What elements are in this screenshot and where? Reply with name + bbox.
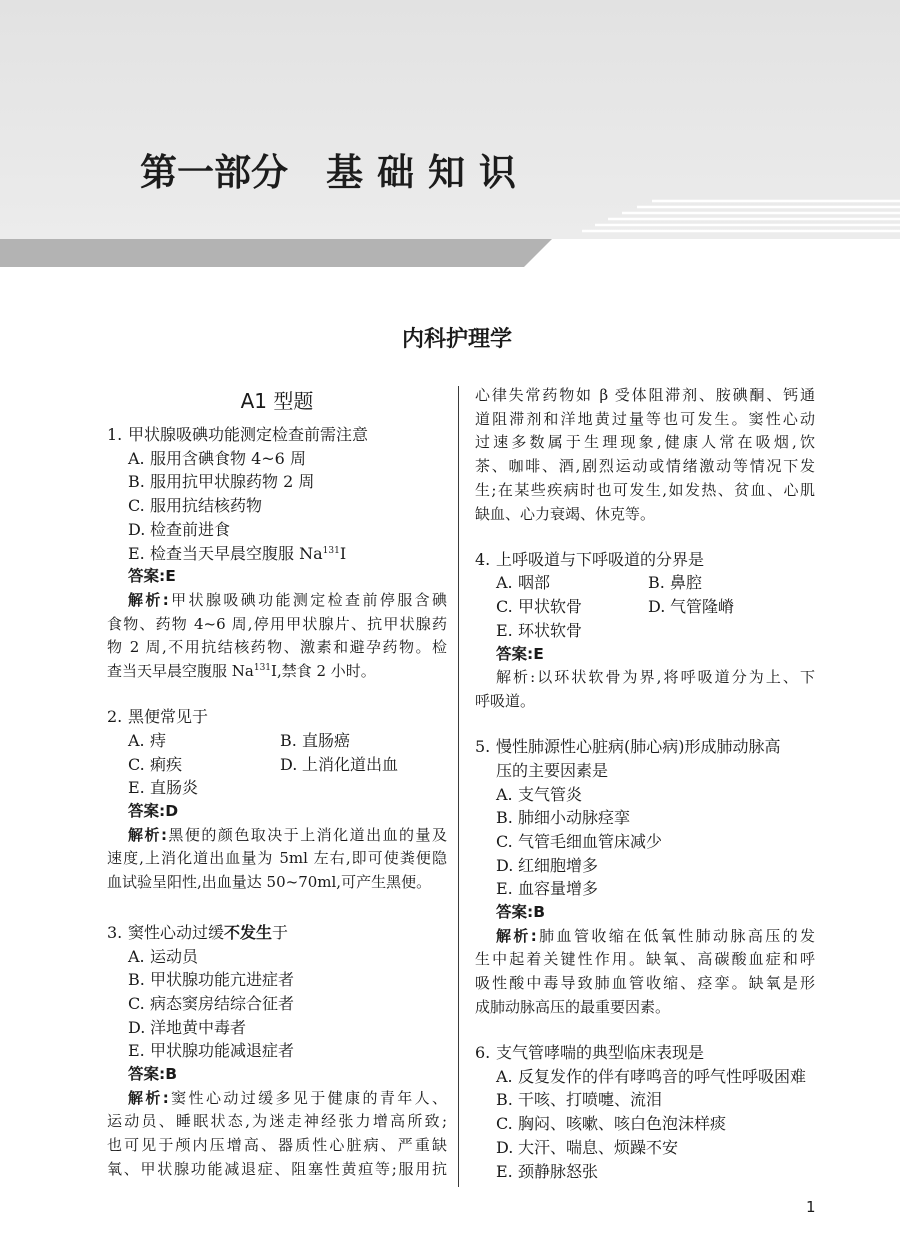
question-text: 慢性肺源性心脏病(肺心病)形成肺动脉高 xyxy=(496,737,781,757)
question-stem xyxy=(107,705,447,729)
answer-label: 答案: xyxy=(496,644,534,663)
explanation-line: 心律失常药物如 β 受体阻滞剂、胺碘酮、钙通 xyxy=(475,386,815,404)
explanation-text: I,禁食 2 小时。 xyxy=(271,662,376,681)
explanation-label: 解析: xyxy=(128,825,167,844)
option-c xyxy=(496,595,648,619)
option-text: 病态窦房结综合征者 xyxy=(150,993,295,1013)
answer-value: E xyxy=(165,567,176,586)
answer-label: 答案: xyxy=(128,1065,166,1084)
explanation-text: 黑便的颜色取决于上消化道出血的量及 xyxy=(166,825,447,844)
explanation-line xyxy=(475,666,815,690)
explanation-line: 氧、甲状腺功能减退症、阻塞性黄疸等;服用抗 xyxy=(107,1159,447,1178)
option-label: B. xyxy=(128,472,145,492)
option-text: 咽部 xyxy=(518,573,551,593)
explanation-line xyxy=(107,824,447,848)
option-text: 洋地黄中毒者 xyxy=(150,1017,247,1037)
option-b xyxy=(648,571,800,595)
answer-label: 答案: xyxy=(128,802,166,821)
option-label: A. xyxy=(128,730,145,750)
option-label: C. xyxy=(128,754,145,774)
option-label: E. xyxy=(128,543,145,563)
option-d xyxy=(475,1136,815,1160)
option-text: 甲状腺功能减退症者 xyxy=(150,1041,295,1061)
question-text: 甲状腺吸碘功能测定检查前需注意 xyxy=(128,425,369,444)
option-d xyxy=(280,753,432,777)
explanation-text: 甲状腺吸碘功能测定检查前停服含碘 xyxy=(168,590,447,609)
header-dark-band xyxy=(0,239,552,267)
explanation-line: 茶、咖啡、酒,剧烈运动或情绪激动等情况下发 xyxy=(475,457,815,476)
option-row xyxy=(107,753,447,777)
option-text: 鼻腔 xyxy=(670,573,703,593)
option-b xyxy=(475,1088,815,1112)
option-label: C. xyxy=(128,496,145,516)
question-text: 支气管哮喘的典型临床表现是 xyxy=(496,1043,705,1063)
option-text: 痢疾 xyxy=(150,754,183,774)
option-b xyxy=(280,729,432,753)
answer-line xyxy=(475,901,815,925)
option-c xyxy=(107,992,447,1016)
question-stem xyxy=(107,423,447,447)
option-label: D. xyxy=(648,597,666,617)
question-stem xyxy=(475,1041,815,1065)
option-text: 运动员 xyxy=(150,946,199,966)
answer-value: B xyxy=(165,1065,178,1084)
option-label: B. xyxy=(280,730,297,750)
option-text: 环状软骨 xyxy=(518,620,583,640)
option-text: 颈静脉怒张 xyxy=(518,1161,599,1181)
option-text: 气管毛细血管床减少 xyxy=(518,831,663,851)
part-title xyxy=(140,151,530,195)
option-label: C. xyxy=(128,993,145,1013)
option-text: 胸闷、咳嗽、咳白色泡沫样痰 xyxy=(518,1114,727,1134)
option-a xyxy=(475,1065,815,1089)
question-number: 4. xyxy=(475,549,491,569)
option-c xyxy=(128,753,280,777)
option-c xyxy=(475,830,815,854)
question-3-continued xyxy=(475,384,815,526)
option-row xyxy=(475,595,815,619)
option-e xyxy=(475,619,815,643)
answer-line xyxy=(107,565,447,589)
option-row xyxy=(107,729,447,753)
option-d xyxy=(648,595,800,619)
answer-label: 答案: xyxy=(496,903,534,922)
answer-line xyxy=(475,643,815,667)
option-a xyxy=(107,447,447,471)
chapter-header-graphic xyxy=(0,0,900,270)
option-label: E. xyxy=(128,1041,145,1061)
option-a xyxy=(107,945,447,969)
explanation-text: 窦性心动过缓多见于健康的青年人、 xyxy=(168,1088,447,1107)
explanation-line: 过速多数属于生理现象,健康人常在吸烟,饮 xyxy=(475,433,815,452)
question-text-suffix: 于 xyxy=(272,922,289,942)
question-4 xyxy=(475,548,815,714)
option-text: 大汗、喘息、烦躁不安 xyxy=(518,1137,679,1157)
explanation-text: 肺血管收缩在低氧性肺动脉高压的发 xyxy=(536,926,815,945)
option-label: A. xyxy=(496,573,513,593)
column-divider xyxy=(458,386,459,1187)
explanation-label: 解析: xyxy=(496,926,537,945)
option-b xyxy=(107,968,447,992)
option-a xyxy=(128,729,280,753)
option-label: B. xyxy=(128,970,145,990)
question-text: 窦性心动过缓 xyxy=(128,922,225,942)
question-text: 上呼吸道与下呼吸道的分界是 xyxy=(496,549,705,569)
question-3 xyxy=(107,921,447,1182)
answer-line xyxy=(107,1063,447,1087)
option-e xyxy=(107,776,447,800)
question-number: 2. xyxy=(107,707,123,727)
question-1 xyxy=(107,423,447,684)
explanation-line: 道阻滞剂和洋地黄过量等也可发生。窦性心动 xyxy=(475,409,815,428)
explanation-line: 食物、药物 4~6 周,停用甲状腺片、抗甲状腺药 xyxy=(107,614,447,633)
question-number: 5. xyxy=(475,737,491,757)
explanation-line xyxy=(107,589,447,613)
explanation-line: 呼吸道。 xyxy=(475,691,536,710)
option-label: E. xyxy=(496,620,513,640)
question-stem xyxy=(107,921,447,945)
answer-value: D xyxy=(165,802,179,821)
option-text: 支气管炎 xyxy=(518,784,583,804)
option-a xyxy=(496,571,648,595)
option-row xyxy=(475,571,815,595)
option-label: B. xyxy=(648,573,665,593)
option-d xyxy=(475,854,815,878)
option-text-suffix: I xyxy=(339,543,347,563)
explanation-label: 解析: xyxy=(128,590,169,609)
right-column xyxy=(475,384,815,1183)
explanation-line: 血试验呈阳性,出血量达 50~70ml,可产生黑便。 xyxy=(107,873,432,892)
explanation-line xyxy=(107,1087,447,1111)
option-text: 检查前进食 xyxy=(150,519,231,539)
answer-line xyxy=(107,800,447,824)
answer-value: E xyxy=(533,644,544,663)
explanation-line: 生;在某些疾病时也可发生,如发热、贫血、心肌 xyxy=(475,480,815,499)
option-text: 检查当天早晨空腹服 Na xyxy=(150,543,323,563)
option-label: E. xyxy=(496,879,513,899)
explanation-line: 运动员、睡眠状态,为迷走神经张力增高所致; xyxy=(107,1112,447,1131)
option-text: 甲状腺功能亢进症者 xyxy=(150,970,295,990)
question-text: 黑便常见于 xyxy=(128,707,209,727)
option-label: C. xyxy=(496,1114,513,1134)
option-label: E. xyxy=(128,778,145,798)
explanation-label: 解析: xyxy=(128,1088,169,1107)
explanation-line: 生中起着关键性作用。缺氧、高碳酸血症和呼 xyxy=(475,950,815,969)
question-stem xyxy=(475,548,815,572)
option-c xyxy=(475,1112,815,1136)
section-title: 内科护理学 xyxy=(401,327,512,352)
option-text: 血容量增多 xyxy=(518,879,599,899)
option-c xyxy=(107,494,447,518)
question-text-continued: 压的主要因素是 xyxy=(496,760,609,780)
option-text: 甲状软骨 xyxy=(518,597,583,617)
explanation-line: 速度,上消化道出血量为 5ml 左右,即可使粪便隐 xyxy=(107,849,447,868)
explanation-label: 解析: xyxy=(496,668,536,687)
option-label: D. xyxy=(280,754,298,774)
option-label: C. xyxy=(496,597,513,617)
left-column xyxy=(107,388,447,1182)
answer-value: B xyxy=(533,903,546,922)
question-emphasis: 不发生 xyxy=(224,922,273,942)
option-text: 气管隆嵴 xyxy=(670,597,735,617)
option-text: 直肠炎 xyxy=(150,778,199,798)
question-number: 1. xyxy=(107,425,123,444)
option-label: B. xyxy=(496,1090,513,1110)
explanation-line xyxy=(475,925,815,949)
option-text: 服用含碘食物 4~6 周 xyxy=(150,448,306,468)
explanation-line: 物 2 周,不用抗结核药物、激素和避孕药物。检 xyxy=(107,638,447,657)
explanation-text: 查当天早晨空腹服 Na xyxy=(107,662,254,681)
explanation-line: 成肺动脉高压的最重要因素。 xyxy=(475,997,671,1016)
option-label: D. xyxy=(496,855,514,875)
part-number: 第一部分 xyxy=(140,151,288,194)
option-a xyxy=(475,783,815,807)
explanation-text: 以环状软骨为界,将呼吸道分为上、下 xyxy=(535,668,815,687)
question-number: 3. xyxy=(107,922,123,942)
option-e xyxy=(107,1039,447,1063)
explanation-line: 缺血、心力衰竭、休克等。 xyxy=(475,504,656,523)
explanation-line: 吸性酸中毒导致肺血管收缩、痉挛。缺氧是形 xyxy=(475,974,815,993)
option-text: 服用抗结核药物 xyxy=(150,496,263,516)
explanation-line: 也可见于颅内压增高、器质性心脏病、严重缺 xyxy=(107,1136,447,1155)
option-label: D. xyxy=(128,519,146,539)
option-text: 红细胞增多 xyxy=(518,855,599,875)
option-e xyxy=(107,542,447,566)
option-label: A. xyxy=(128,448,145,468)
option-b xyxy=(107,470,447,494)
option-label: A. xyxy=(496,784,513,804)
option-b xyxy=(475,806,815,830)
option-label: D. xyxy=(128,1017,146,1037)
option-label: D. xyxy=(496,1137,514,1157)
header-background xyxy=(0,0,900,239)
option-e xyxy=(475,1160,815,1184)
option-label: A. xyxy=(496,1066,513,1086)
option-text: 干咳、打喷嚏、流泪 xyxy=(518,1090,663,1110)
option-label: A. xyxy=(128,946,145,966)
option-label: E. xyxy=(496,1161,513,1181)
question-stem xyxy=(475,735,815,759)
option-e xyxy=(475,877,815,901)
page-number: 1 xyxy=(806,1198,816,1216)
question-type-heading: A1 型题 xyxy=(240,389,314,413)
option-text: 肺细小动脉痉挛 xyxy=(518,808,631,828)
question-5 xyxy=(475,735,815,1019)
option-text: 直肠癌 xyxy=(302,730,351,750)
option-d xyxy=(107,518,447,542)
question-number: 6. xyxy=(475,1043,491,1063)
isotope-superscript: 131 xyxy=(253,663,272,674)
option-text: 上消化道出血 xyxy=(302,754,399,774)
option-label: B. xyxy=(496,808,513,828)
question-2 xyxy=(107,705,447,895)
explanation-line xyxy=(107,660,447,684)
option-d xyxy=(107,1016,447,1040)
isotope-superscript: 131 xyxy=(322,545,340,556)
option-text: 服用抗甲状腺药物 2 周 xyxy=(150,472,315,492)
option-label: C. xyxy=(496,831,513,851)
part-name: 基础知识 xyxy=(326,151,530,194)
option-text: 反复发作的伴有哮鸣音的呼气性呼吸困难 xyxy=(518,1066,807,1086)
answer-label: 答案: xyxy=(128,567,166,586)
question-6 xyxy=(475,1041,815,1183)
option-text: 痔 xyxy=(150,730,167,750)
